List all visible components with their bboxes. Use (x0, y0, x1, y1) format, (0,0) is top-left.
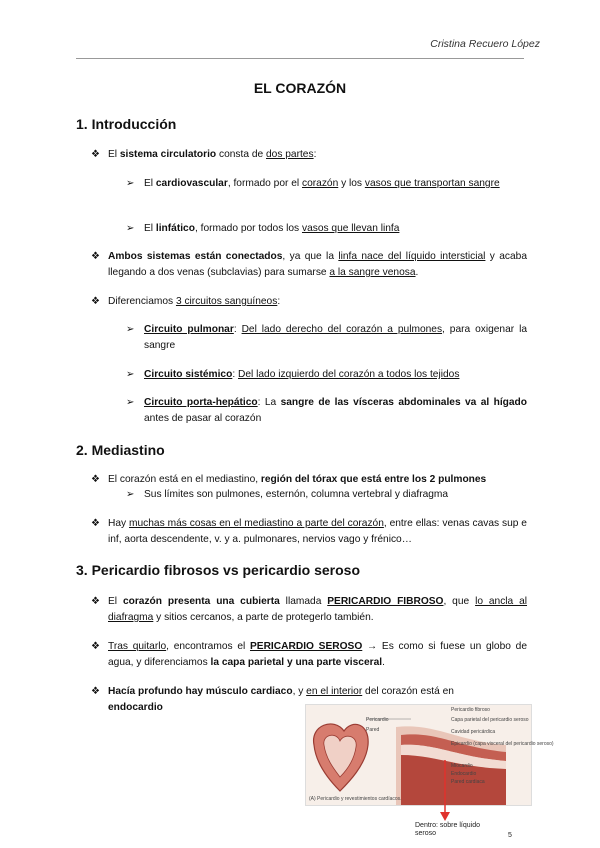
arrow-bullet-icon: ➢ (126, 223, 135, 234)
diamond-bullet-icon: ❖ (91, 686, 100, 697)
diamond-bullet-icon: ❖ (91, 518, 100, 529)
section-heading-mediastino: 2. Mediastino (76, 442, 165, 458)
subbullet-limites: ➢ Sus límites son pulmones, esternón, columna vertebral y diafragma (126, 487, 527, 503)
diamond-bullet-icon: ❖ (91, 296, 100, 307)
arrow-bullet-icon: ➢ (126, 178, 135, 189)
subbullet-circuito-porta: ➢ Circuito porta-hepático: La sangre de las vísceras abdominales va al hígado antes de pasar al corazón (126, 397, 527, 424)
page-number: 5 (508, 832, 512, 839)
arrow-bullet-icon: ➢ (126, 397, 135, 408)
figure-label-2: Capa parietal del pericardio seroso (451, 717, 529, 723)
diamond-bullet-icon: ❖ (91, 251, 100, 262)
bullet-pericardio-seroso: ❖ Tras quitarlo, encontramos el PERICARDIO SEROSO → Es como si fuese un globo de agua, y diferenciamos la capa parietal y una parte visceral. (91, 641, 527, 668)
figure-caption: (A) Pericardio y revestimientos cardíacos. (309, 796, 402, 802)
subbullet-cardiovascular: ➢ El cardiovascular, formado por el corazón y los vasos que transportan sangre (126, 176, 527, 192)
bullet-pericardio-fibroso: ❖ El corazón presenta una cubierta llamada PERICARDIO FIBROSO, que lo ancla al diafragma y sitios cercanos, a parte de protegerlo también. (91, 596, 528, 623)
bullet-mas-cosas: ❖ Hay muchas más cosas en el mediastino a parte del corazón, entre ellas: venas cavas sup e inf, aorta descendente, v. y a. pulmonares, nervios vago y frénico… (91, 518, 527, 545)
pericardium-figure (305, 704, 554, 806)
arrow-bullet-icon: ➢ (126, 324, 135, 335)
figure-label-left-1: Pericardio (366, 717, 389, 723)
figure-label-1: Pericardio fibroso (451, 707, 490, 713)
bullet-sistema-circulatorio: ❖ El sistema circulatorio consta de dos partes: (91, 147, 527, 163)
figure-label-left-2: Pared (366, 727, 380, 733)
diamond-bullet-icon: ❖ (91, 149, 100, 160)
figure-label-3: Cavidad pericárdica (451, 729, 496, 735)
header-author: Cristina Recuero López (430, 38, 540, 50)
figure-label-7: Pared cardiaca (451, 779, 485, 785)
figure-label-4: Epicardio (capa visceral del pericardio seroso) (451, 741, 554, 747)
bullet-mediastino: ❖ El corazón está en el mediastino, región del tórax que está entre los 2 pulmones (91, 472, 527, 488)
page-title: EL CORAZÓN (253, 80, 347, 96)
subbullet-circuito-pulmonar: ➢ Circuito pulmonar: Del lado derecho del corazón a pulmones, para oxigenar la sangre (126, 324, 527, 351)
subbullet-circuito-sistemico: ➢ Circuito sistémico: Del lado izquierdo del corazón a todos los tejidos (126, 367, 527, 383)
figure-label-5: Miocardio (451, 763, 473, 769)
diamond-bullet-icon: ❖ (91, 596, 100, 607)
subbullet-linfatico: ➢ El linfático, formado por todos los vasos que llevan linfa (126, 221, 527, 237)
bullet-circuitos: ❖ Diferenciamos 3 circuitos sanguíneos: (91, 294, 527, 310)
bullet-sistemas-conectados: ❖ Ambos sistemas están conectados, ya que la linfa nace del líquido intersticial y acaba llegando a dos venas (subclavias) para sumarse a la sangre venosa. (91, 251, 527, 278)
diamond-bullet-icon: ❖ (91, 641, 100, 652)
arrow-bullet-icon: ➢ (126, 489, 135, 500)
arrow-bullet-icon: ➢ (126, 369, 135, 380)
diamond-bullet-icon: ❖ (91, 474, 100, 485)
section-heading-introduccion: 1. Introducción (76, 116, 177, 132)
figure-label-6: Endocardio (451, 771, 477, 777)
bullet-musculo-cardiaco: ❖ Hacía profundo hay músculo cardiaco, y en el interior del corazón está en endocardio (91, 686, 454, 713)
header-rule (76, 58, 524, 59)
annotation-arrow (438, 760, 452, 822)
section-heading-pericardio: 3. Pericardio fibrosos vs pericardio seroso (76, 562, 360, 578)
figure-annotation: Dentro: sobre líquido seroso (415, 822, 480, 837)
